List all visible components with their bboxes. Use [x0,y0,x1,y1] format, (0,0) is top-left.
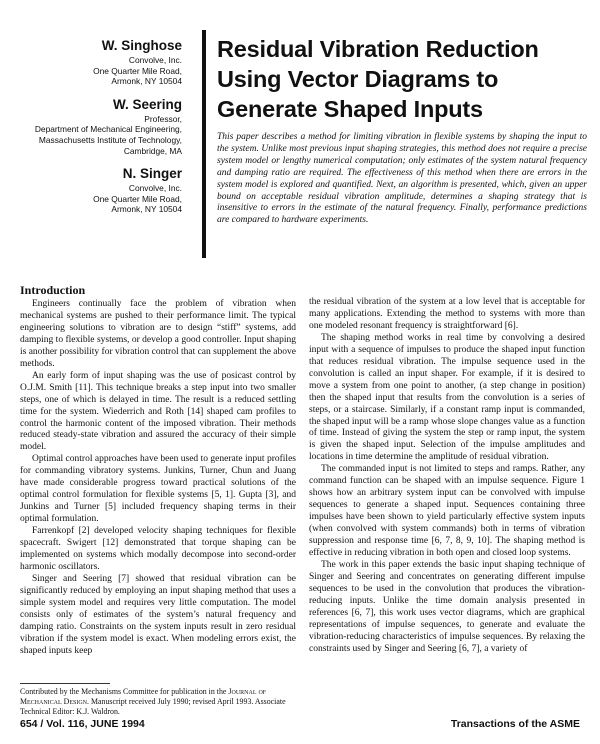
section-heading: Introduction [20,283,86,297]
footnote-prefix: Contributed by the Mechanisms Committee for publication in the [20,687,229,696]
body-paragraph: Farrenkopf [2] developed velocity shaping techniques for flexible spacecraft. Swigert [12] demonstrated that torque shaping can be implemented on systems which modally decompose into second-order harmonic oscillators. [20,526,296,572]
body-paragraph: Engineers continually face the problem of vibration when mechanical systems are pushed to their performance limit. The typical engineering solutions to vibration are to design “stiff” systems, add damping to flexible systems, or develop a good controller. Input shaping is another possibility for vibration control that can supplement the above methods. [20,299,296,369]
page-footer-journal: Transactions of the ASME [450,718,580,730]
body-paragraph: The work in this paper extends the basic input shaping technique of Singer and Seering and concentrates on generating different impulse sequences to be used in the convolution that produces the vibration-reducing inputs. Unlike the time domain analysis presented in references [6, 7], this work uses vector diagrams, which are graphical representations of impulse sequences, to generate and evaluate the vibration-reducing characteristics of impulse sequences. By relaxing the constraints used by Singer and Seering [6, 7], a variety of [309,559,585,654]
author-affiliation-line: Massachusetts Institute of Technology, [38,134,182,145]
footnote-suffix: . Manuscript received July 1990; revised April 1993. Associate Technical Editor: K.J. Waldron. [20,696,286,716]
author-affiliation-line: Department of Mechanical Engineering, [34,124,182,135]
title-line: Using Vector Diagrams to [217,66,499,92]
author-affiliation-line: One Quarter Mile Road, [93,65,182,76]
abstract: This paper describes a method for limiting vibration in flexible systems by shaping the input to the system. Unlike most previous input shaping strategies, this method does not require a precise system model or lengthy numerical computation; only estimates of the system natural frequency and damping ratio are required. The effectiveness of this method when there are errors in the system model is explored and quantified. Next, an algorithm is presented, which, given an upper bound on acceptable residual vibration amplitude, determines a shaping strategy that is insensitive to errors in the estimate of the natural frequency. Finally, performance predictions are compared to hardware experiments. [217,132,587,226]
author-affiliation-line: Armonk, NY 10504 [111,76,182,87]
body-paragraph: Optimal control approaches have been used to generate input profiles for commanding vibratory systems. Junkins, Turner, Chun and Juang have made considerable progress toward practical solutions of the optimal control formulation for flexible systems [5, 1]. Gupta [3], and Junkins and Turner [5] included frequency shaping terms in their optimal formulation. [20,454,296,525]
author-affiliation-line: Armonk, NY 10504 [111,204,182,215]
title-line: Generate Shaped Inputs [217,96,483,122]
footnote-rule [20,683,110,684]
title-divider-rule [202,30,206,258]
title-line: Residual Vibration Reduction [217,36,539,62]
footnote [20,687,296,716]
author-affiliation-line: Cambridge, MA [123,145,182,156]
author-affiliation-line: Professor, [144,113,182,124]
author-name: W. Seering [112,96,182,112]
author-name: N. Singer [122,166,182,182]
body-paragraph: The shaping method works in real time by convolving a desired input with a sequence of impulses to produce the shaped input function that reduces residual vibration. The impulse sequence used in the convolution is called an input shaper. For example, if it is desired to move a system from one point to another, (a step change in position) then the shaped input that results from the convolution is a series of steps, or a staircase. Similarly, if a constant ramp input is commanded, the shaped input will be a ramp whose slope changes value as a function of time. Instead of giving the system the step or ramp input, the system is given the shaped input. Selection of the impulse amplitudes and locations in time determine the amplitude of residual vibration. [309,332,585,463]
author-1 [20,38,182,87]
body-paragraph: An early form of input shaping was the use of posicast control by O.J.M. Smith [11]. This technique breaks a step input into two smaller steps, one of which is delayed in time. The result is a reduced settling time for the system. Wiederrich and Roth [14] shaped cam profiles to control the harmonic content of the imposed vibration. Their methods reduced steady-state vibration and assured the accuracy of their simple model. [20,370,296,453]
author-3 [20,166,182,215]
author-affiliation-line: Convolve, Inc. [128,183,182,194]
paper-title [217,34,587,124]
text-column-left [20,283,296,658]
author-block [20,38,182,225]
page-footer-citation: 654 / Vol. 116, JUNE 1994 [20,718,145,730]
body-paragraph: Singer and Seering [7] showed that residual vibration can be significantly reduced by employing an input shaping method that uses a simple system model and requires very little computation. The model consists only of estimates of the system’s natural frequency and damping ratio. Constraints on the system inputs result in zero residual vibration if the system model is exact. When modeling errors exist, the shaped inputs keep [20,573,296,656]
author-2 [20,97,182,156]
author-name: W. Singhose [101,38,182,53]
body-paragraph: the residual vibration of the system at a low level that is acceptable for many applications. Extending the method to systems with more than one modeled resonant frequency is straightforward [6]. [309,297,585,331]
author-affiliation-line: One Quarter Mile Road, [93,193,182,204]
author-affiliation-line: Convolve, Inc. [128,55,182,65]
text-column-right [309,297,585,656]
footnote-journal: Journal of Mechanical Design [20,687,267,706]
body-paragraph: The commanded input is not limited to steps and ramps. Rather, any command function can be shaped with an impulse sequence. Figure 1 shows how an arbitrary system input can be convolved with impulse sequences to generate a shaped input. Sequences containing three impulses have been shown to yield particularly effective system inputs (when convolved with system commands) both in terms of vibration suppression and response time [6, 7, 8, 9, 10]. The shaping method is effective in reducing vibration in both open and closed loop systems. [309,464,585,559]
